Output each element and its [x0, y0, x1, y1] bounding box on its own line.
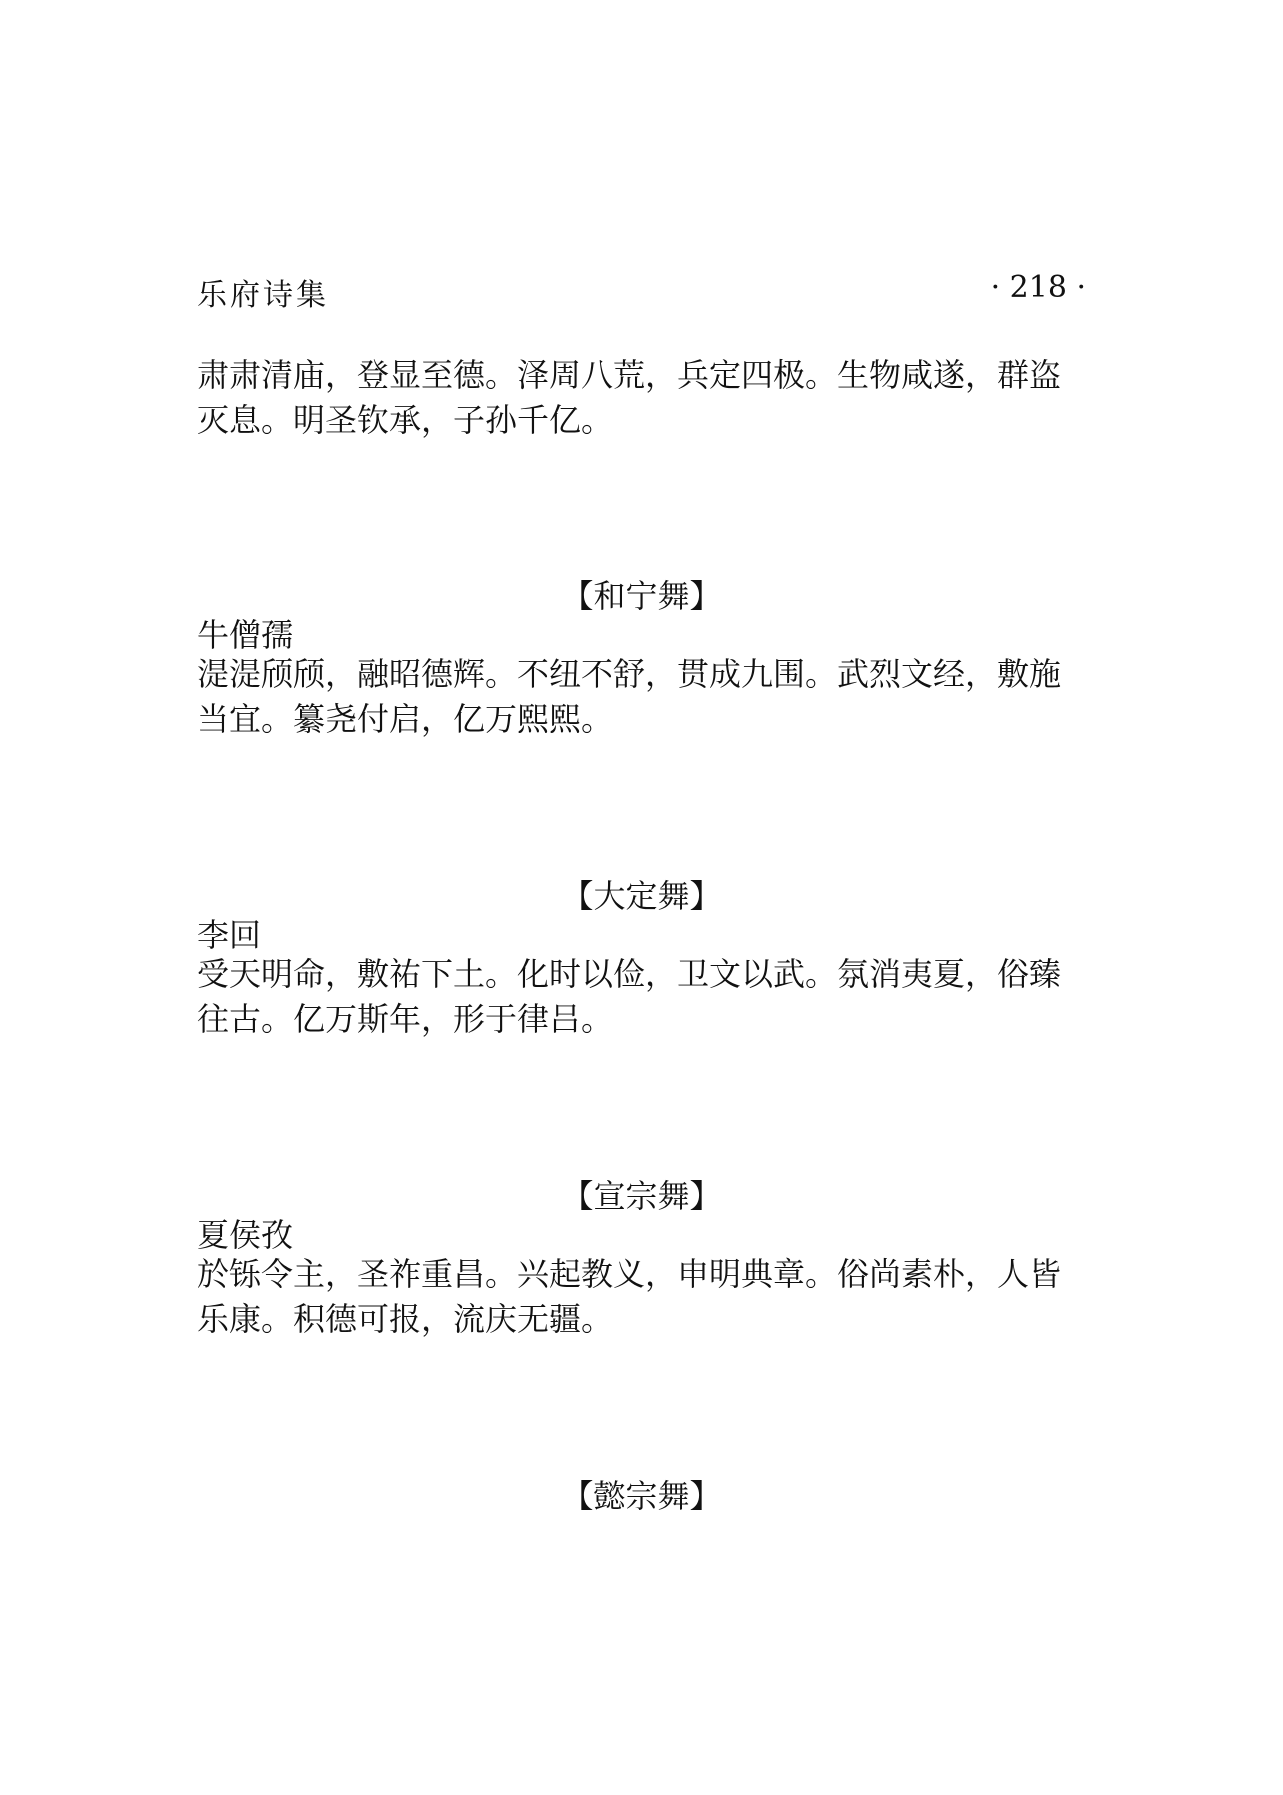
section-author: 牛僧孺	[197, 616, 294, 654]
section-title-dading: 【大定舞】	[561, 877, 722, 915]
poem-line: 往古。亿万斯年，形于律吕。	[197, 1000, 614, 1038]
section-author: 李回	[197, 916, 262, 954]
poem-line: 乐康。积德可报，流庆无疆。	[197, 1300, 614, 1338]
section-poem-dading	[197, 952, 1087, 1042]
poem-line: 肃肃清庙，登显至德。泽周八荒，兵定四极。生物咸遂，群盗	[197, 356, 1062, 394]
poem-line: 受天明命，敷祐下土。化时以俭，卫文以武。氛消夷夏，俗臻	[197, 955, 1062, 993]
section-poem-hening	[197, 652, 1087, 742]
intro-poem	[197, 353, 1087, 443]
section-title-hening: 【和宁舞】	[561, 577, 722, 615]
poem-line: 当宜。纂尧付启，亿万熙熙。	[197, 700, 614, 738]
section-poem-xuanzong	[197, 1252, 1087, 1342]
poem-line: 於铄令主，圣祚重昌。兴起教义，申明典章。俗尚素朴，人皆	[197, 1255, 1062, 1293]
section-title-yizong: 【懿宗舞】	[561, 1477, 722, 1515]
poem-line: 湜湜颀颀，融昭德辉。不纽不舒，贯成九围。武烈文经，敷施	[197, 655, 1062, 693]
poem-line: 灭息。明圣钦承，子孙千亿。	[197, 401, 614, 439]
page-number: · 218 ·	[990, 270, 1086, 305]
section-title-xuanzong: 【宣宗舞】	[561, 1177, 722, 1215]
book-title: 乐府诗集	[197, 278, 329, 313]
section-author: 夏侯孜	[197, 1216, 294, 1254]
